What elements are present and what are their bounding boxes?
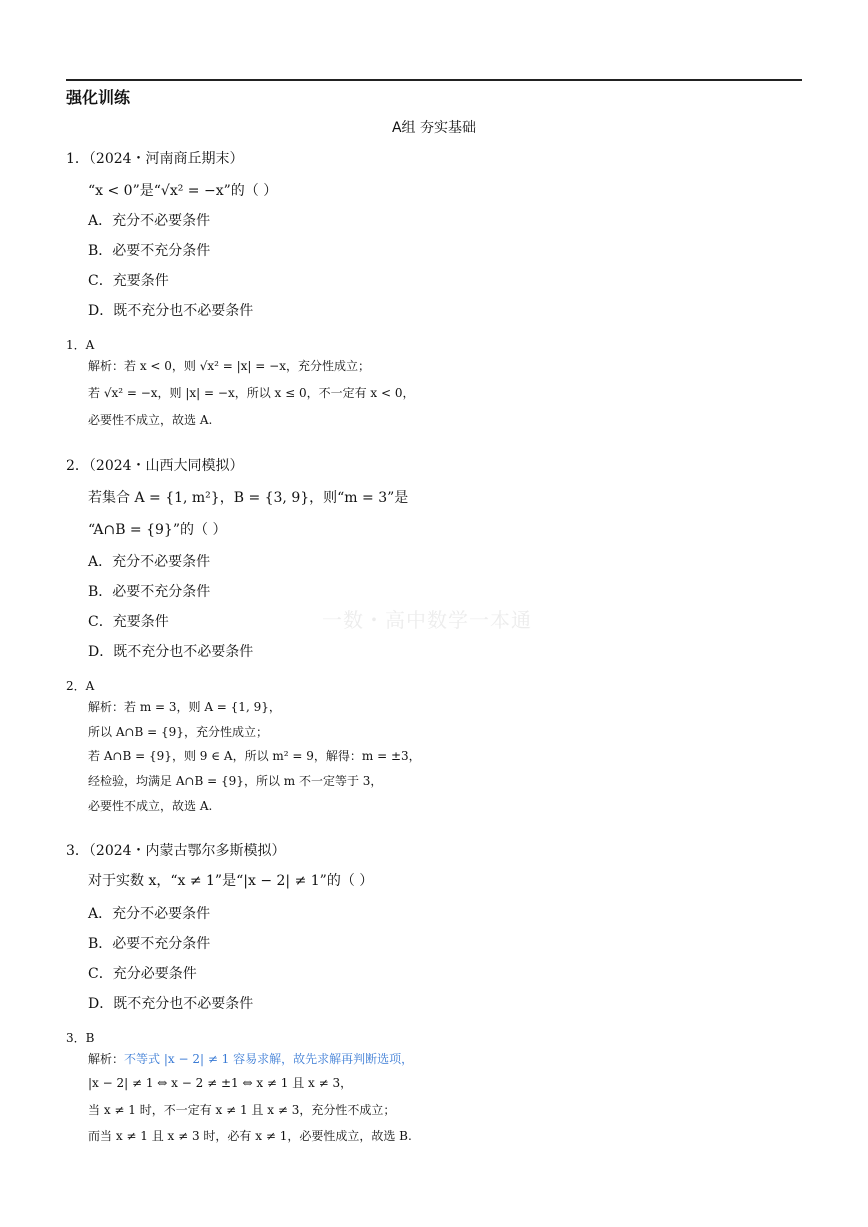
question-2-solution-line-5: 必要性不成立，故选 A. xyxy=(88,799,213,813)
question-2-answer: 2．A xyxy=(66,679,95,693)
question-3-answer: 3．B xyxy=(66,1031,95,1045)
question-3-solution-line-3: 当 x ≠ 1 时，不一定有 x ≠ 1 且 x ≠ 3，充分性不成立； xyxy=(88,1103,396,1117)
group-title: A组 夯实基础 xyxy=(391,120,477,136)
question-3-head: 3．（2024・内蒙古鄂尔多斯模拟） xyxy=(66,843,286,859)
question-1-option-a: A．充分不必要条件 xyxy=(88,213,211,229)
question-1-answer: 1．A xyxy=(66,338,95,352)
header-rule xyxy=(66,79,802,81)
question-1-option-b: B．必要不充分条件 xyxy=(88,243,211,259)
question-3-option-a: A．充分不必要条件 xyxy=(88,906,211,922)
question-3-option-c: C．充分必要条件 xyxy=(88,966,197,982)
question-3-solution-hint: 不等式 |x − 2| ≠ 1 容易求解，故先求解再判断选项， xyxy=(124,1052,414,1066)
question-3-solution-label: 解析： xyxy=(88,1052,125,1066)
question-1-stem: “x < 0”是“√x² = −x”的（ ） xyxy=(88,183,278,199)
question-2-stem: 若集合 A = {1, m²}，B = {3, 9}，则“m = 3”是 xyxy=(88,490,409,506)
question-2-head: 2．（2024・山西大同模拟） xyxy=(66,458,244,474)
question-1-solution-line-3: 必要性不成立，故选 A. xyxy=(88,413,213,427)
question-3-stem: 对于实数 x，“x ≠ 1”是“|x − 2| ≠ 1”的（ ） xyxy=(88,873,374,889)
question-1-option-c: C．充要条件 xyxy=(88,273,169,289)
question-2-solution-line-3: 若 A∩B = {9}，则 9 ∈ A，所以 m² = 9，解得：m = ±3， xyxy=(88,749,421,763)
question-1-option-d: D．既不充分也不必要条件 xyxy=(88,303,254,319)
question-2-solution-line-4: 经检验，均满足 A∩B = {9}，所以 m 不一定等于 3， xyxy=(88,774,383,788)
question-1-solution-line-1: 解析：若 x < 0，则 √x² = |x| = −x，充分性成立； xyxy=(88,359,370,373)
question-3-solution-line-4: 而当 x ≠ 1 且 x ≠ 3 时，必有 x ≠ 1，必要性成立，故选 B. xyxy=(88,1129,412,1143)
question-1-head: 1．（2024・河南商丘期末） xyxy=(66,151,244,167)
question-2-solution-line-2: 所以 A∩B = {9}，充分性成立； xyxy=(88,725,268,739)
watermark: 一数・高中数学一本通 xyxy=(322,608,532,632)
question-2-solution-line-1: 解析：若 m = 3，则 A = {1, 9}， xyxy=(88,700,281,714)
question-2-stem-2: “A∩B = {9}”的（ ） xyxy=(88,522,227,538)
question-2-option-b: B．必要不充分条件 xyxy=(88,584,211,600)
question-3-solution-line-1 xyxy=(88,1050,413,1067)
question-2-option-c: C．充要条件 xyxy=(88,614,169,630)
question-1-solution-line-2: 若 √x² = −x，则 |x| = −x，所以 x ≤ 0，不一定有 x < 0， xyxy=(88,386,415,400)
question-3-option-b: B．必要不充分条件 xyxy=(88,936,211,952)
section-title: 强化训练 xyxy=(66,88,131,107)
question-3-solution-line-2: |x − 2| ≠ 1 ⇔ x − 2 ≠ ±1 ⇔ x ≠ 1 且 x ≠ 3， xyxy=(88,1076,353,1090)
question-2-option-d: D．既不充分也不必要条件 xyxy=(88,644,254,660)
question-3-option-d: D．既不充分也不必要条件 xyxy=(88,996,254,1012)
question-2-option-a: A．充分不必要条件 xyxy=(88,554,211,570)
